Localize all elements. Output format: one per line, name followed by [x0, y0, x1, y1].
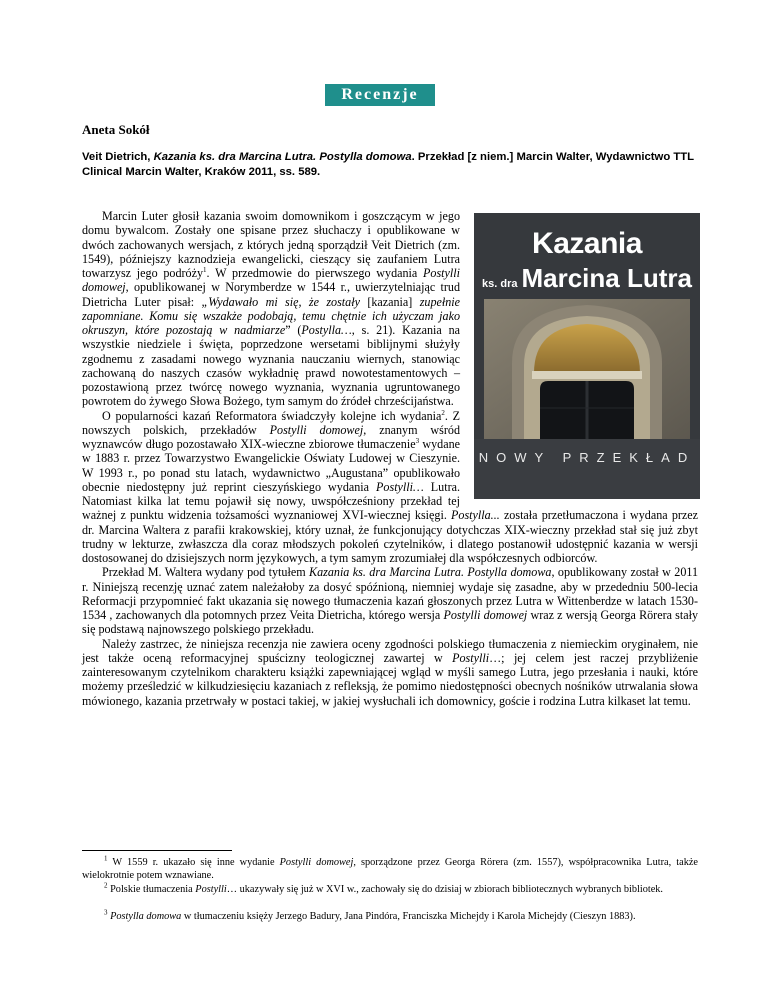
- text-italic: Kazania ks. dra Marcina Lutra. Postylla domowa: [309, 565, 552, 580]
- section-badge: Recenzje: [325, 84, 435, 106]
- footnote-number: 2: [104, 881, 108, 890]
- text: W 1559 r. ukazało się inne wydanie: [107, 857, 280, 868]
- text-italic: Postylli domowej: [443, 608, 528, 622]
- footnote-ref: 1: [203, 265, 207, 274]
- text-italic: Postylli domowej: [279, 857, 354, 868]
- text: Należy zastrzec, że niniejsza recenzja nie zawiera oceny zgodności polskiego tłumaczenia z niemieckim oryginałem, nie jest także oceną reformacyjnej spuścizny teologicznej zawartej w: [82, 636, 698, 665]
- footnote-divider: [82, 850, 232, 851]
- paragraph-3: [82, 565, 698, 636]
- footnote-2: [82, 883, 698, 896]
- text: wraz z wersją Georga Rörera stały się podstawą najnowszego polskiego przekładu.: [82, 608, 699, 637]
- footnote-number: 1: [104, 854, 108, 863]
- review-author: Aneta Sokół: [82, 122, 150, 137]
- text: . W przedmowie do pierwszego wydania: [206, 266, 424, 280]
- text-italic: Postylla...: [451, 508, 500, 523]
- text: została przetłumaczona i wydana przez dr. Marcina Waltera z parafii krakowskiej, który uznał, że funkcjonujący dotychczas XIX-wieczny przekład stał się już zbyt trudny w lekturze, zwłaszcza dla coraz młodszych pokoleń czytelników, i dlatego postanowił udostępnić kazania w wersji dostosowanej do dzisiejszych norm językowych, a tym samym zrozumiałej dla współczesnych odbiorców.: [82, 508, 698, 565]
- text: wydane w 1883 r. przez Towarzystwo Ewangelickie Oświaty Ludowej w Cieszynie. W 1993 r., po ponad stu latach, wydawnictwo „Augustana” opublikowało obecnie niedostępny już reprint cieszyńskiego wydania: [82, 437, 460, 494]
- cover-footer-text: NOWY PRZEKŁAD: [478, 450, 696, 465]
- bibliographic-entry: [82, 150, 702, 180]
- text: , opublikowany został w 2011 r. Niniejszą recenzję uznać zatem należałoby za dosyć spóźnioną, niemniej wydaje się zasadne, aby w przededniu 500-lecia Reformacji przypomnieć fakt ukazania się nowego tłumaczenia kazań głoszonych przez Lutra w Wittenberdze w latach 1530-1534 , zachowanych dla potomnych przez Veita Dietricha, którego wersja: [82, 565, 699, 622]
- cover-title-small: ks. dra: [482, 278, 518, 290]
- text: Polskie tłumaczenia: [107, 884, 196, 895]
- quote: „Wydawało mi się, że zostały: [201, 294, 368, 309]
- text: [kazania]: [367, 294, 413, 309]
- text: …; jej celem jest raczej przybliżenie zainteresowanym czytelnikom charakteru książki zapewniającej wgląd w myśli samego Lutra, jego przesłania i nauki, które możemy prześledzić w kilkudziesięciu kazaniach z refleksją, że pomimo niedostępności obecnych nośników utrwalania słowa mówionego, kazania przetrwały w postaci takiej, w jakiej wysłuchali ich domownicy, goście i rodzina Lutra kilkaset lat temu.: [82, 650, 698, 708]
- text-italic: Postylli domowej: [82, 266, 460, 295]
- text: . Z nowszych polskich, przekładów: [82, 408, 460, 437]
- footnote-1: [82, 856, 698, 882]
- text-italic: Postylli: [452, 650, 490, 665]
- review-body: [82, 209, 698, 708]
- cover-title-line1: Kazania: [532, 227, 642, 260]
- text-italic: Postylla…: [301, 323, 352, 337]
- footnote-3: [82, 910, 698, 923]
- text-italic: Postylli: [195, 884, 227, 895]
- text: , opublikowanej w Norymberdze w 1544 r., uwierzytelniając trud Dietricha Luter pisał:: [82, 280, 460, 309]
- text: , znanym wśród wyznawców długo pozostawało XIX-wieczne zbiorowe tłumaczenie: [82, 422, 460, 451]
- text: , sporządzone przez Georga Rörera (zm. 1557), współpracownika Lutra, także wielokrotnie potem wznawiane.: [82, 857, 698, 881]
- footnote-ref: 3: [415, 436, 420, 445]
- text-italic: Postylli…: [376, 479, 424, 494]
- footnote-number: 3: [104, 908, 108, 917]
- text: Przekład M. Waltera wydany pod tytułem: [102, 565, 310, 580]
- book-details: . Przekład [z niem.] Marcin Walter, Wydawnictwo TTL Clinical Marcin Walter, Kraków 2011, ss. 589.: [82, 151, 694, 178]
- book-authors: Veit Dietrich,: [82, 151, 154, 163]
- book-title: Kazania ks. dra Marcina Lutra. Postylla domowa: [153, 151, 412, 163]
- text: ” (: [285, 323, 302, 337]
- text: , s. 21). Kazania na wszystkie niedziele i święta, poprzedzone wersetami biblijnymi służyły zgodnemu z zasadami nowego wyznania nauczaniu wiernych, stanowiąc zachowaną do naszych czasów wykładnię prawd nowotestamentowych – pozostawioną przez twórcę nowego wyznania, wyznania ugruntowanego powrotem do żywego Słowa Bożego, tym samym do źródeł chrześcijaństwa.: [82, 323, 460, 409]
- text: Lutra. Natomiast kilka lat temu pojawił się nowy, uwspółcześniony przekład tej ważnej z punktu widzenia tożsamości wyznaniowej XVI-wiecznej księgi.: [82, 479, 460, 523]
- text: O popularności kazań Reformatora świadczyły kolejne ich wydania: [102, 408, 442, 423]
- text-italic: Postylla domowa: [107, 911, 182, 922]
- quote: zupełnie zapomniane. Komu się wszakże podobają, temu chętnie ich użyczam jako okruszyn, które pozostają w nadmiarze: [82, 294, 460, 337]
- text-italic: Postylli domowej: [269, 422, 364, 437]
- cover-title-name: Marcina Lutra: [521, 263, 692, 293]
- paragraph-4: [82, 637, 698, 708]
- text: Marcin Luter głosił kazania swoim domownikom i goszczącym w jego domu bywalcom. Zostały one spisane przez słuchaczy i opublikowane w dwóch zachowanych wersjach, z których jedną sporządził Veit Dietrich (zm. 1549), późniejszy kaznodzieja ewangelicki, cieszący się zaufaniem Lutra towarzysz jego podróży: [82, 209, 460, 280]
- text: … ukazywały się już w XVI w., zachowały się do dzisiaj w zbiorach bibliotecznych wybranych bibliotek.: [226, 884, 664, 895]
- footnote-ref: 2: [441, 408, 445, 417]
- text: w tłumaczeniu księży Jerzego Badury, Jana Pindóra, Franciszka Michejdy i Karola Michejdy (Cieszyn 1883).: [181, 911, 636, 922]
